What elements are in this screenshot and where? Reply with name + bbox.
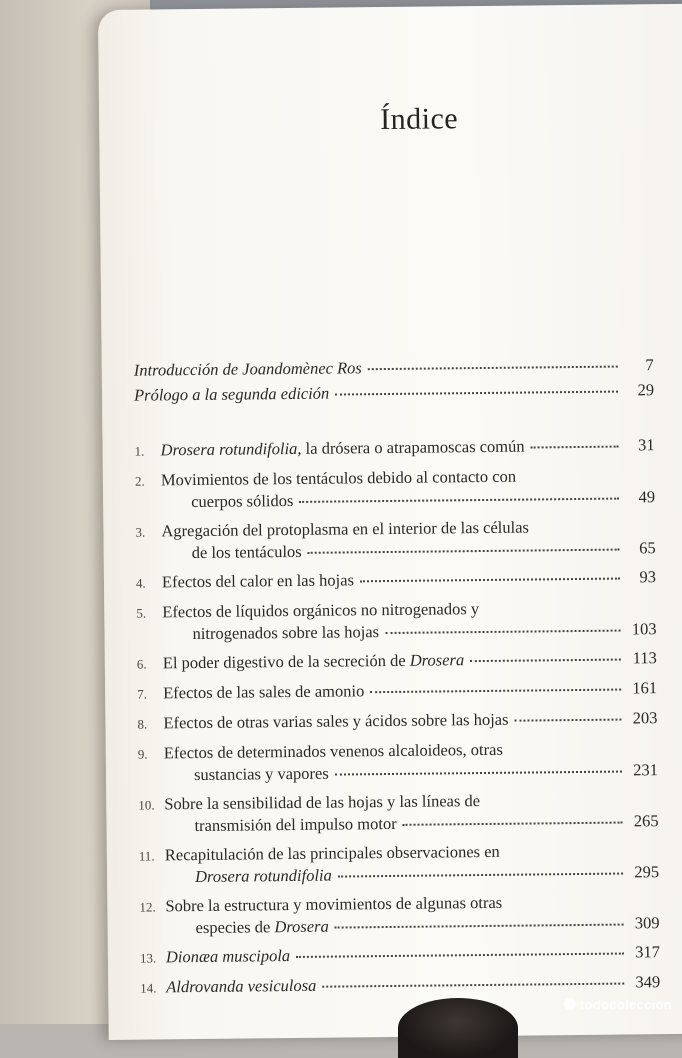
chapter-entry xyxy=(137,647,657,674)
page-number: 265 xyxy=(628,810,658,831)
chapter-row xyxy=(137,677,657,704)
dot-leader xyxy=(403,821,623,826)
entry-line xyxy=(166,971,660,997)
chapter-row xyxy=(135,486,655,512)
chapter-row xyxy=(137,707,657,734)
chapter-entry xyxy=(137,677,657,704)
chapter-title: Efectos de las sales de amonio xyxy=(163,680,364,703)
chapter-number: 5. xyxy=(136,602,162,623)
chapter-row xyxy=(137,647,657,674)
entry-line xyxy=(166,912,660,938)
chapter-row xyxy=(139,861,659,887)
entry-line xyxy=(163,677,657,703)
chapter-entry xyxy=(136,566,656,593)
chapter-row xyxy=(136,566,656,593)
page-number: 317 xyxy=(630,941,660,962)
chapter-title: Efectos de otras varias sales y ácidos sobre las hojas xyxy=(163,709,508,734)
chapter-title: Aldrovanda vesiculosa xyxy=(166,975,316,998)
dot-leader xyxy=(322,982,624,988)
chapter-row xyxy=(140,971,660,998)
page-number: 31 xyxy=(624,434,654,455)
dot-leader xyxy=(470,658,621,663)
chapter-row xyxy=(136,537,656,563)
chapter-title: Sobre la sensibilidad de las hojas y las líneas de xyxy=(164,790,480,814)
chapter-row xyxy=(136,618,656,644)
chapter-title: Efectos de determinados venenos alcaloideos, otras xyxy=(164,739,503,764)
chapter-number: 13. xyxy=(140,947,166,968)
chapter-entry xyxy=(139,890,659,938)
entry-line xyxy=(160,434,654,460)
chapter-row xyxy=(140,941,660,968)
chapter-title: Efectos del calor en las hojas xyxy=(162,569,354,592)
page-number: 29 xyxy=(624,379,654,400)
chapter-number: 12. xyxy=(139,896,165,917)
chapter-title: El poder digestivo de la secreción de Drosera xyxy=(163,649,465,673)
page-number: 203 xyxy=(627,707,657,728)
chapter-number: 1. xyxy=(135,440,161,461)
dot-leader xyxy=(531,445,619,449)
chapter-entry xyxy=(137,707,657,734)
front-matter-row xyxy=(134,354,654,380)
dot-leader xyxy=(296,952,624,958)
chapter-title: de los tentáculos xyxy=(162,541,302,563)
chapter-entry xyxy=(135,464,655,512)
page-number: 309 xyxy=(629,912,659,933)
chapter-row xyxy=(140,912,660,938)
chapter-entry xyxy=(140,971,660,998)
chapter-entry xyxy=(138,737,658,785)
chapter-title: Drosera rotundifolia xyxy=(165,865,332,888)
chapter-number: 3. xyxy=(135,521,161,542)
chapter-number: 9. xyxy=(138,743,164,764)
chapter-title: nitrogenados sobre las hojas xyxy=(162,621,379,644)
dot-leader xyxy=(308,548,620,554)
chapter-title: Agregación del protoplasma en el interior de las células xyxy=(161,517,529,542)
dot-leader xyxy=(335,923,624,929)
chapter-title: Movimientos de los tentáculos debido al contacto con xyxy=(161,466,516,491)
chapter-number: 8. xyxy=(137,713,163,734)
watermark xyxy=(564,997,672,1012)
page-number: 103 xyxy=(626,618,656,639)
chapter-entry xyxy=(136,596,656,644)
chapter-row xyxy=(138,759,658,785)
chapter-entry xyxy=(139,839,659,887)
entry-line xyxy=(165,861,659,887)
entry-line xyxy=(163,707,657,733)
page-number: 49 xyxy=(625,486,655,507)
page-title: Índice xyxy=(99,100,682,140)
chapter-entry xyxy=(135,434,655,461)
dot-leader xyxy=(514,718,621,722)
dot-leader xyxy=(360,577,620,583)
watermark-logo-icon xyxy=(564,998,576,1010)
chapter-title: cuerpos sólidos xyxy=(161,490,293,512)
entry-line xyxy=(164,759,658,785)
chapter-title: Sobre la estructura y movimientos de algunas otras xyxy=(165,892,502,917)
page-number: 231 xyxy=(628,759,658,780)
page-number: 295 xyxy=(629,861,659,882)
chapter-number: 11. xyxy=(139,845,165,866)
chapter-title: Recapitulación de las principales observaciones en xyxy=(165,841,500,866)
entry-line xyxy=(163,647,657,673)
page-number: 113 xyxy=(627,647,657,668)
thumb-shadow xyxy=(398,998,518,1058)
dot-leader xyxy=(299,497,619,503)
entry-line xyxy=(162,566,656,592)
page-number: 7 xyxy=(624,354,654,375)
front-matter-row xyxy=(134,379,654,405)
entry-title: Introducción de Joandomènec Ros xyxy=(134,357,362,380)
dot-leader xyxy=(335,770,622,776)
chapter-title: transmisión del impulso motor xyxy=(164,813,396,836)
chapter-entry xyxy=(135,515,655,563)
entry-line xyxy=(166,941,660,967)
chapter-number: 4. xyxy=(136,572,162,593)
entry-line xyxy=(134,379,654,405)
dot-leader xyxy=(368,365,618,371)
book-page xyxy=(98,4,682,1040)
chapter-number: 6. xyxy=(137,653,163,674)
chapter-entry xyxy=(140,941,660,968)
chapter-title: especies de Drosera xyxy=(166,916,329,939)
chapter-title: Drosera rotundifolia, la drósera o atrapamoscas común xyxy=(160,436,524,461)
chapter-title: Dionæa muscipola xyxy=(166,945,290,967)
chapter-title: Efectos de líquidos orgánicos no nitrogenados y xyxy=(162,598,479,622)
page-number: 93 xyxy=(626,566,656,587)
chapter-row xyxy=(138,810,658,836)
page-number: 65 xyxy=(626,537,656,558)
chapter-entry xyxy=(138,788,658,836)
table-of-contents xyxy=(134,354,661,1006)
chapter-number: 2. xyxy=(135,470,161,491)
chapter-list xyxy=(135,434,661,998)
chapter-title: sustancias y vapores xyxy=(164,763,329,786)
front-matter-list xyxy=(134,354,654,405)
chapter-number: 10. xyxy=(138,794,164,815)
dot-leader xyxy=(370,688,621,694)
chapter-number: 7. xyxy=(137,683,163,704)
watermark-text: todocoleccion xyxy=(580,997,672,1012)
dot-leader xyxy=(335,390,618,396)
entry-line xyxy=(162,537,656,563)
chapter-number: 14. xyxy=(140,977,166,998)
dot-leader xyxy=(385,629,621,634)
entry-line xyxy=(161,486,655,512)
dot-leader xyxy=(338,872,623,878)
page-number: 161 xyxy=(627,677,657,698)
entry-line xyxy=(134,354,654,380)
page-number: 349 xyxy=(630,971,660,992)
entry-line xyxy=(164,810,658,836)
entry-line xyxy=(162,618,656,644)
entry-title: Prólogo a la segunda edición xyxy=(134,383,329,406)
chapter-row xyxy=(135,434,655,461)
